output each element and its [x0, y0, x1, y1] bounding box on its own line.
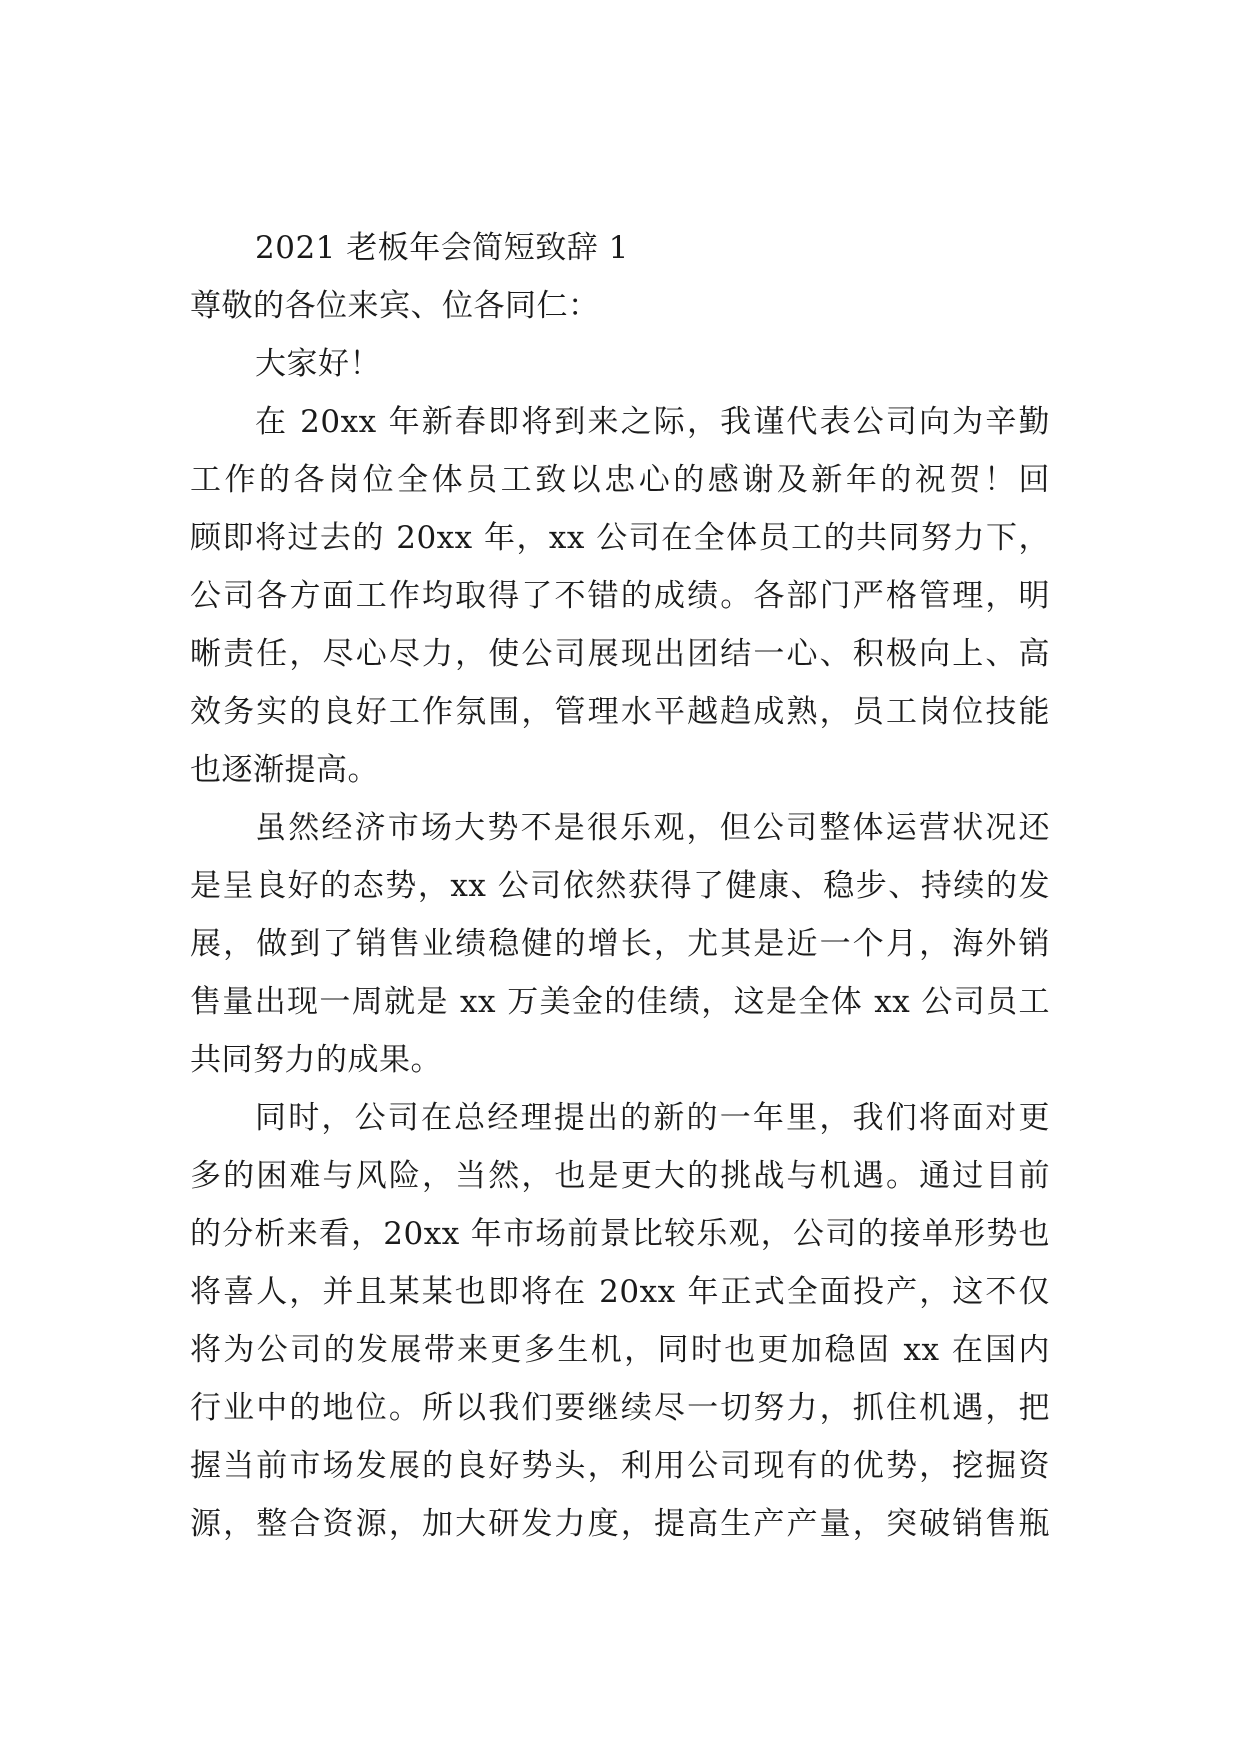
body-line: 顾即将过去的 20xx 年，xx 公司在全体员工的共同努力下，	[190, 520, 1050, 556]
body-line: 行业中的地位。所以我们要继续尽一切努力，抓住机遇，把	[190, 1390, 1050, 1426]
greeting: 大家好！	[255, 346, 381, 382]
document-title: 2021 老板年会简短致辞 1	[255, 230, 629, 266]
body-line: 共同努力的成果。	[190, 1042, 442, 1078]
body-line: 多的困难与风险，当然，也是更大的挑战与机遇。通过目前	[190, 1158, 1050, 1194]
body-line: 的分析来看，20xx 年市场前景比较乐观，公司的接单形势也	[190, 1216, 1050, 1252]
body-line: 售量出现一周就是 xx 万美金的佳绩，这是全体 xx 公司员工	[190, 984, 1050, 1020]
body-line: 在 20xx 年新春即将到来之际，我谨代表公司向为辛勤	[255, 404, 1050, 440]
body-line: 虽然经济市场大势不是很乐观，但公司整体运营状况还	[255, 810, 1050, 846]
body-line: 握当前市场发展的良好势头，利用公司现有的优势，挖掘资	[190, 1448, 1050, 1484]
body-line: 展，做到了销售业绩稳健的增长，尤其是近一个月，海外销	[190, 926, 1050, 962]
body-line: 是呈良好的态势，xx 公司依然获得了健康、稳步、持续的发	[190, 868, 1050, 904]
body-line: 源，整合资源，加大研发力度，提高生产产量，突破销售瓶	[190, 1506, 1050, 1542]
body-line: 晰责任，尽心尽力，使公司展现出团结一心、积极向上、高	[190, 636, 1050, 672]
body-line: 公司各方面工作均取得了不错的成绩。各部门严格管理，明	[190, 578, 1050, 614]
body-line: 将喜人，并且某某也即将在 20xx 年正式全面投产，这不仅	[190, 1274, 1050, 1310]
body-line: 同时，公司在总经理提出的新的一年里，我们将面对更	[255, 1100, 1050, 1136]
body-line: 工作的各岗位全体员工致以忠心的感谢及新年的祝贺！回	[190, 462, 1050, 498]
body-line: 也逐渐提高。	[190, 752, 379, 788]
body-line: 效务实的良好工作氛围，管理水平越趋成熟，员工岗位技能	[190, 694, 1050, 730]
salutation: 尊敬的各位来宾、位各同仁：	[190, 288, 600, 324]
body-line: 将为公司的发展带来更多生机，同时也更加稳固 xx 在国内	[190, 1332, 1050, 1368]
